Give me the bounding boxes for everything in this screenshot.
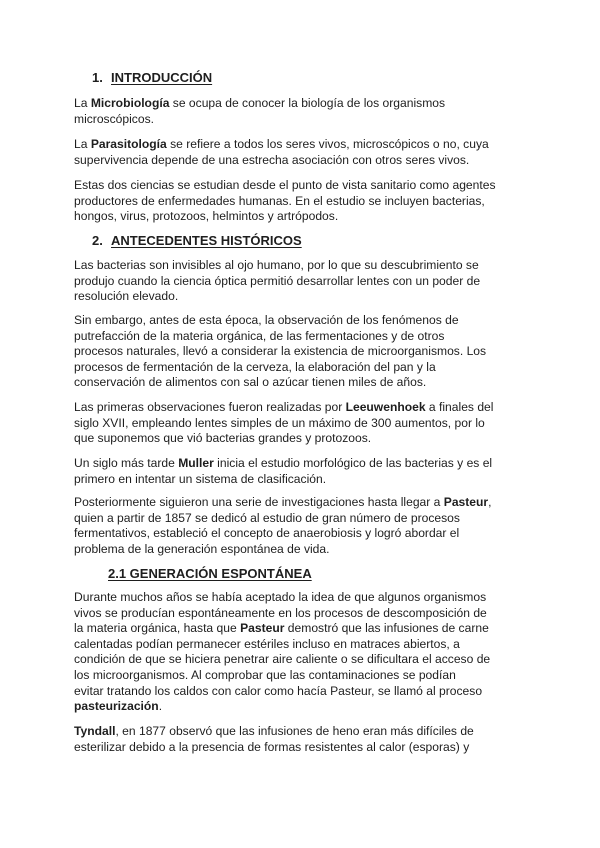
text: produjo cuando la ciencia óptica permitió desarrollar lentes con un poder de	[74, 273, 481, 288]
paragraph-muller	[74, 456, 530, 487]
section-heading-introduccion	[92, 70, 212, 85]
text: evitar tratando los caldos con calor como hacía Pasteur, se llamó al proceso	[74, 683, 483, 698]
text: Un siglo más tarde	[74, 456, 179, 470]
text: fermentativos, estableció el concepto de anaerobiosis y logró abordar el	[74, 526, 460, 541]
section-title: ANTECEDENTES HISTÓRICOS	[111, 233, 302, 248]
text: putrefacción de la materia orgánica, de las fermentaciones y de otros	[74, 328, 445, 343]
text: conservación de alimentos con sal o azúcar tienen miles de años.	[74, 375, 427, 390]
bold-term: Parasitología	[90, 137, 167, 151]
text: , en 1877 observó que las infusiones de heno eran más difíciles de	[115, 724, 474, 738]
bold-term: Microbiología	[90, 96, 170, 110]
text: Posteriormente siguieron una serie de investigaciones hasta llegar a	[74, 495, 444, 509]
bold-term: pasteurización	[74, 699, 159, 714]
text: inicia el estudio morfológico de las bacterias y es el	[213, 456, 493, 470]
text: Sin embargo, antes de esta época, la observación de los fenómenos de	[74, 313, 459, 327]
text: procesos de fermentación de la cerveza, la elaboración del pan y la	[74, 359, 436, 374]
text: calentadas podían permanecer estériles incluso en matraces abiertos, a	[74, 636, 460, 651]
text: La	[74, 137, 91, 151]
text: siglo XVII, empleando lentes simples de un máximo de 300 aumentos, por lo	[74, 415, 485, 430]
section-title: 2.1 GENERACIÓN ESPONTÁNEA	[108, 566, 312, 581]
text: se refiere a todos los seres vivos, microscópicos o no, cuya	[166, 137, 489, 151]
text: Las bacterias son invisibles al ojo humano, por lo que su descubrimiento se	[74, 258, 479, 272]
section-heading-antecedentes	[92, 233, 302, 248]
text: vivos se producían espontáneamente en los procesos de descomposición de	[74, 605, 487, 620]
paragraph-ciencias	[74, 178, 530, 225]
text: .	[158, 699, 163, 714]
section-number: 1.	[92, 70, 103, 85]
paragraph-bacterias-invisibles	[74, 258, 530, 305]
section-title: INTRODUCCIÓN	[111, 70, 213, 85]
text: esterilizar debido a la presencia de formas resistentes al calor (esporas) y	[74, 739, 470, 754]
bold-term: Leeuwenhoek	[345, 400, 426, 414]
text: demostró que las infusiones de carne	[284, 621, 489, 636]
text: hongos, virus, protozoos, helmintos y artrópodos.	[74, 209, 339, 224]
text: Las primeras observaciones fueron realizadas por	[74, 400, 346, 414]
text: resolución elevado.	[74, 289, 179, 304]
text: Estas dos ciencias se estudian desde el punto de vista sanitario como agentes	[74, 178, 496, 192]
text: los microorganismos. Al comprobar que las contaminaciones se podían	[74, 667, 456, 682]
paragraph-generacion-espontanea	[74, 590, 530, 715]
paragraph-tyndall	[74, 724, 530, 755]
paragraph-microbiologia	[74, 96, 530, 127]
text: La	[74, 96, 91, 110]
text: a finales del	[425, 400, 494, 414]
text: supervivencia depende de una estrecha asociación con otros seres vivos.	[74, 152, 470, 167]
bold-term: Muller	[178, 456, 214, 470]
text: productores de enfermedades humanas. En el estudio se incluyen bacterias,	[74, 193, 485, 208]
bold-term: Pasteur	[240, 621, 285, 636]
text: se ocupa de conocer la biología de los organismos	[169, 96, 446, 110]
bold-term: Pasteur	[443, 495, 489, 509]
text: quien a partir de 1857 se dedicó al estudio de gran número de procesos	[74, 510, 460, 525]
paragraph-leeuwenhoek	[74, 400, 530, 447]
paragraph-putrefaccion	[74, 313, 530, 391]
paragraph-parasitologia	[74, 137, 530, 168]
text: ,	[488, 495, 492, 509]
text: condición de que se hiciera penetrar aire caliente o se dificultara el acceso de	[74, 652, 491, 667]
section-heading-generacion-espontanea	[108, 566, 312, 581]
text: primero en intentar un sistema de clasificación.	[74, 471, 327, 486]
paragraph-pasteur	[74, 495, 530, 557]
text: que suponemos que vió bacterias grandes y protozoos.	[74, 431, 372, 446]
text: Durante muchos años se había aceptado la idea de que algunos organismos	[74, 590, 487, 604]
bold-term: Tyndall	[74, 724, 116, 738]
text: la materia orgánica, hasta que	[74, 621, 241, 636]
text: problema de la generación espontánea de vida.	[74, 541, 330, 556]
text: procesos naturales, llevó a considerar la existencia de microorganismos. Los	[74, 344, 487, 359]
text: microscópicos.	[74, 111, 154, 126]
section-number: 2.	[92, 233, 103, 248]
